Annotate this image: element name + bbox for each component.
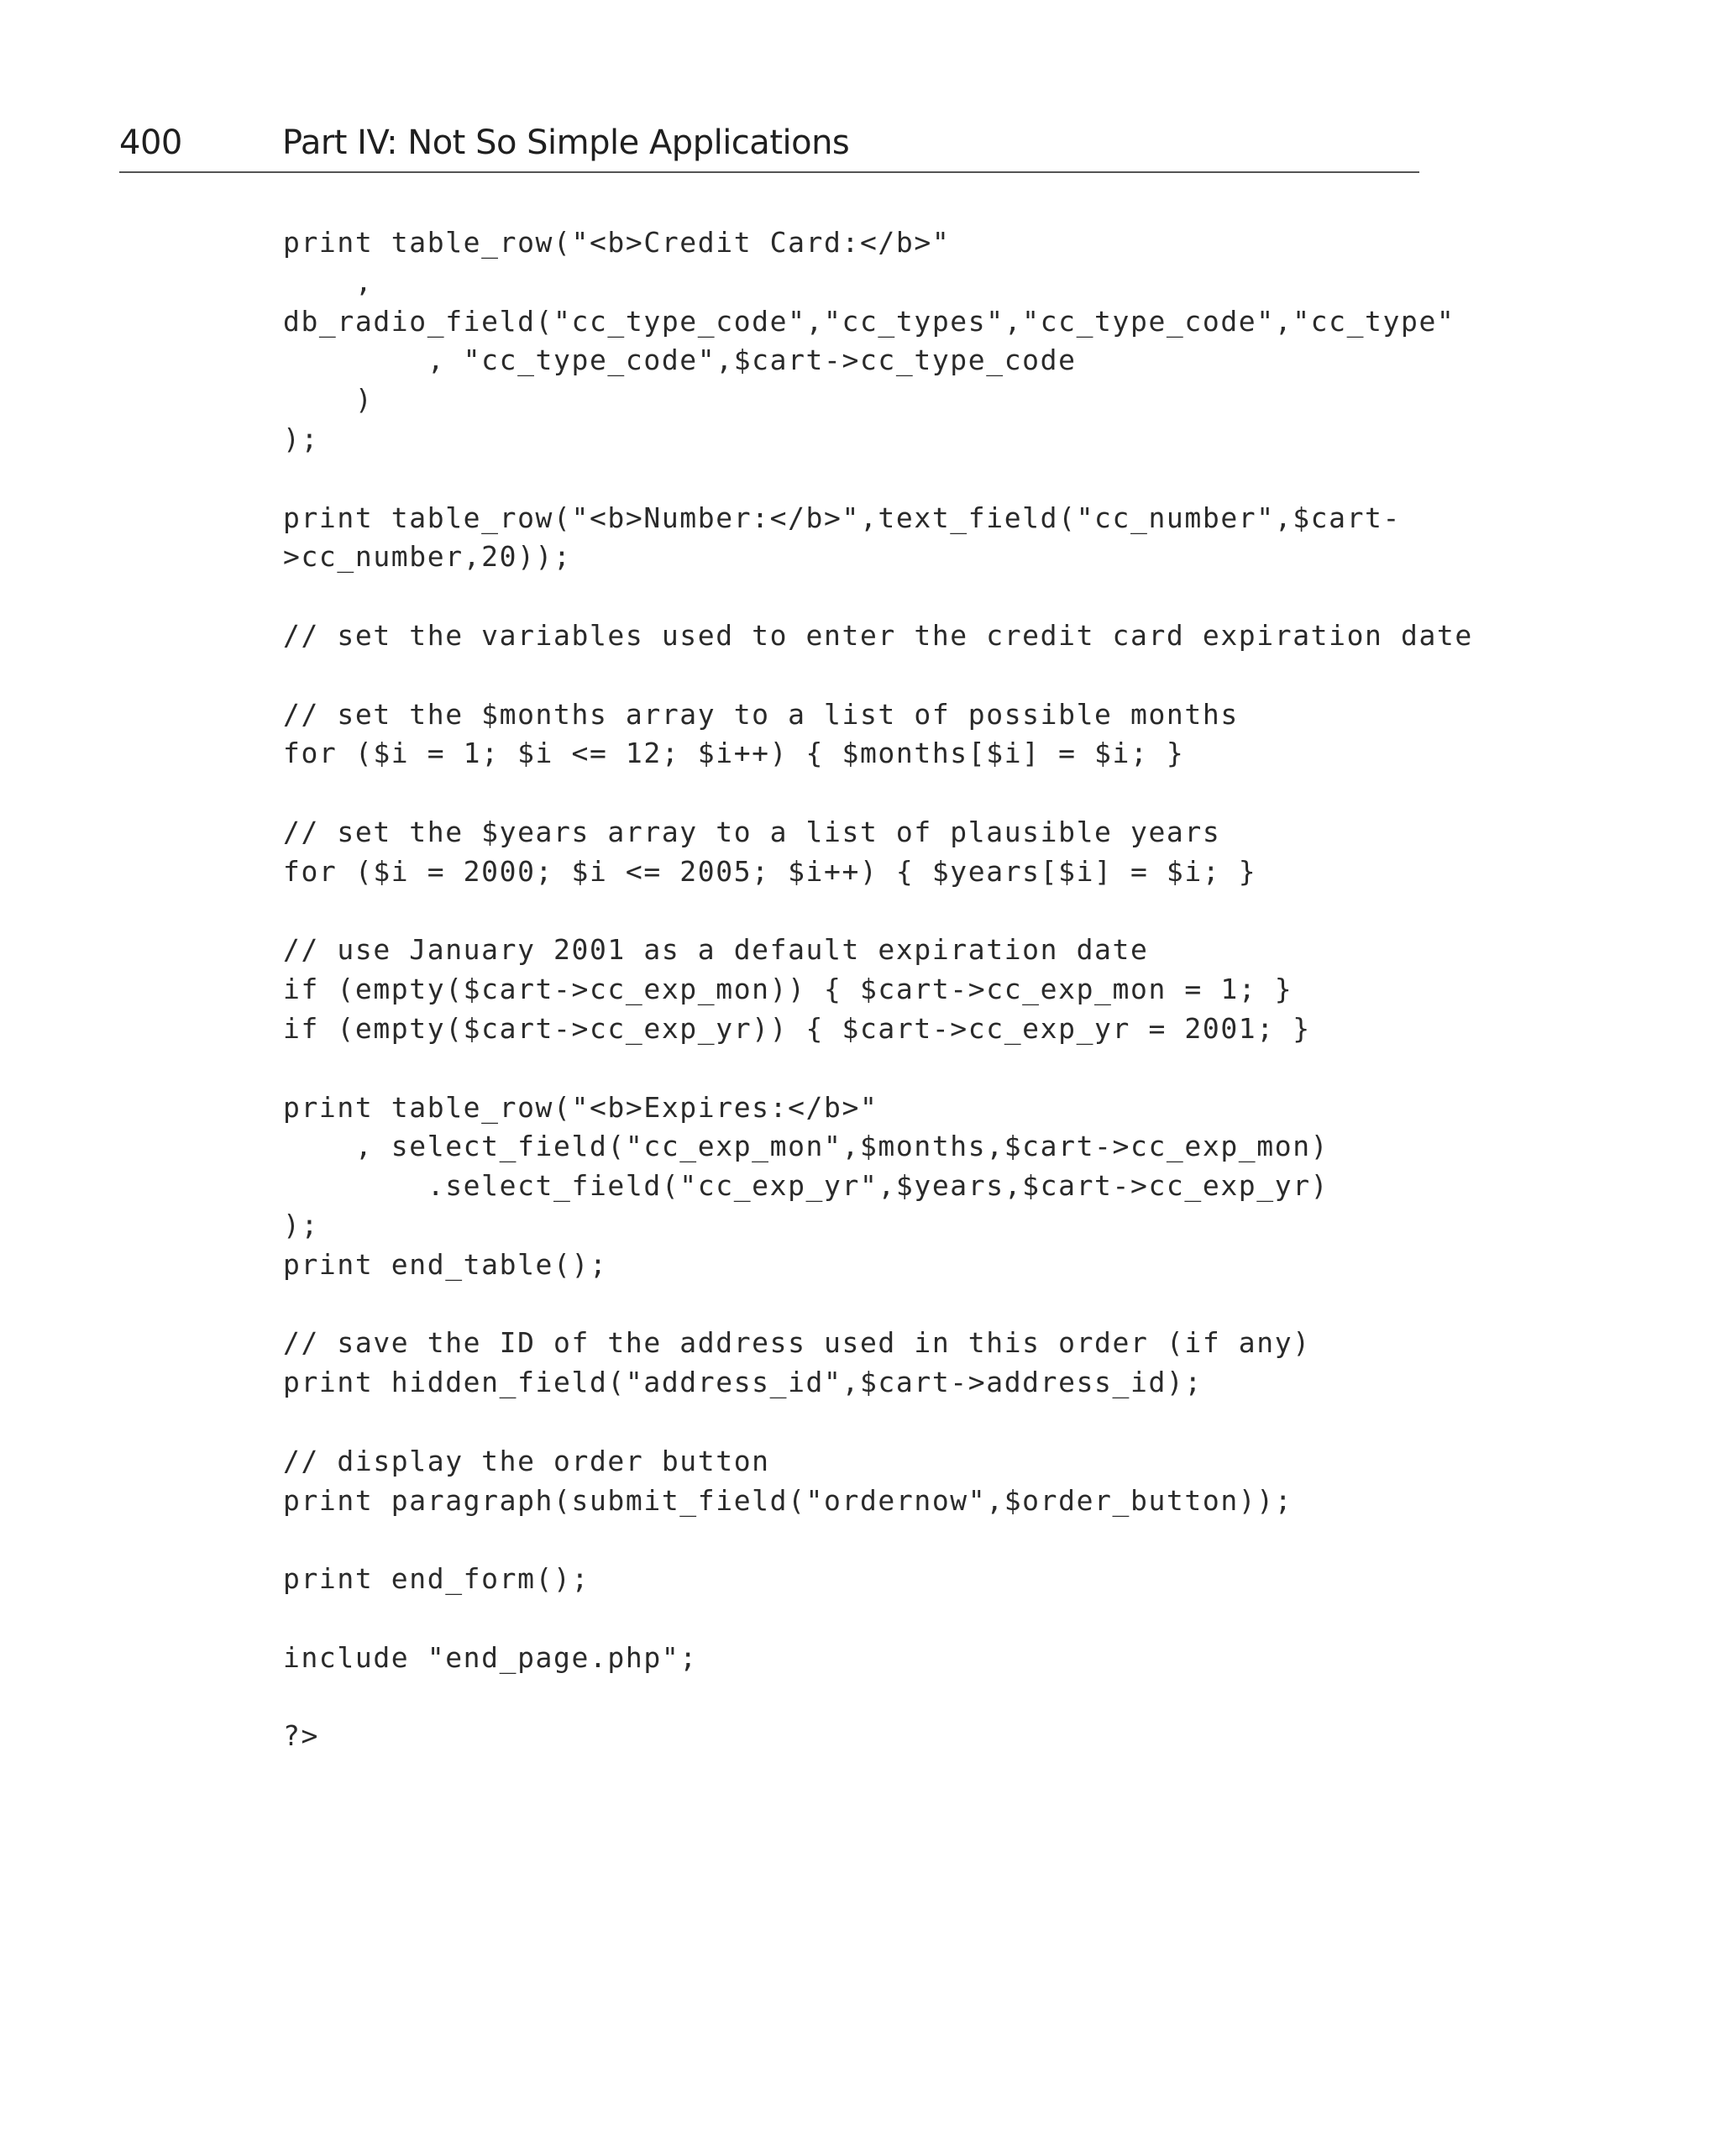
page-number: 400 xyxy=(119,123,182,162)
code-line: print table_row("<b>Credit Card:</b>" xyxy=(283,226,951,259)
running-head: Part IV: Not So Simple Applications xyxy=(282,123,850,162)
code-line: // set the $years array to a list of plausible years xyxy=(283,815,1221,848)
code-line: print table_row("<b>Number:</b>",text_field("cc_number",$cart- xyxy=(283,501,1401,534)
code-line: if (empty($cart->cc_exp_mon)) { $cart->cc_exp_mon = 1; } xyxy=(283,973,1293,1006)
code-line: , xyxy=(283,265,374,298)
code-line xyxy=(283,892,1459,931)
code-line xyxy=(283,656,1459,695)
code-line: ); xyxy=(283,422,319,455)
code-line: // display the order button xyxy=(283,1444,770,1477)
code-line xyxy=(283,774,1459,813)
code-line: .select_field("cc_exp_yr",$years,$cart->cc_exp_yr) xyxy=(283,1169,1329,1203)
code-listing xyxy=(283,223,1473,1756)
code-line xyxy=(283,1677,1459,1717)
page-header xyxy=(119,116,1419,173)
code-line: // save the ID of the address used in this order (if any) xyxy=(283,1326,1311,1360)
code-line: ); xyxy=(283,1208,319,1241)
code-line: print end_table(); xyxy=(283,1247,608,1281)
code-line: include "end_page.php"; xyxy=(283,1640,698,1674)
code-line: , select_field("cc_exp_mon",$months,$cart->cc_exp_mon) xyxy=(283,1130,1329,1163)
code-line: // set the variables used to enter the credit card expiration date xyxy=(283,618,1473,652)
code-line: >cc_number,20)); xyxy=(283,540,572,574)
code-line: ?> xyxy=(283,1719,319,1753)
code-line: db_radio_field("cc_type_code","cc_types","cc_type_code","cc_type" xyxy=(283,304,1455,338)
code-line xyxy=(283,1403,1459,1442)
code-line: print paragraph(submit_field("ordernow",$order_button)); xyxy=(283,1483,1293,1517)
code-line: for ($i = 2000; $i <= 2005; $i++) { $years[$i] = $i; } xyxy=(283,854,1257,888)
code-line: // set the $months array to a list of possible months xyxy=(283,697,1239,731)
code-line: // use January 2001 as a default expiration date xyxy=(283,933,1149,967)
code-line: for ($i = 1; $i <= 12; $i++) { $months[$i] = $i; } xyxy=(283,737,1185,770)
code-line: if (empty($cart->cc_exp_yr)) { $cart->cc_exp_yr = 2001; } xyxy=(283,1011,1311,1045)
code-line: , "cc_type_code",$cart->cc_type_code xyxy=(283,344,1077,377)
code-line xyxy=(283,1285,1459,1325)
code-line xyxy=(283,1049,1459,1088)
code-line xyxy=(283,1599,1459,1639)
code-line: print hidden_field("address_id",$cart->address_id); xyxy=(283,1366,1203,1399)
code-line xyxy=(283,577,1459,616)
code-line: ) xyxy=(283,383,374,417)
code-line: print end_form(); xyxy=(283,1562,590,1596)
code-line xyxy=(283,459,1459,499)
code-line: print table_row("<b>Expires:</b>" xyxy=(283,1090,878,1124)
code-line xyxy=(283,1520,1459,1560)
